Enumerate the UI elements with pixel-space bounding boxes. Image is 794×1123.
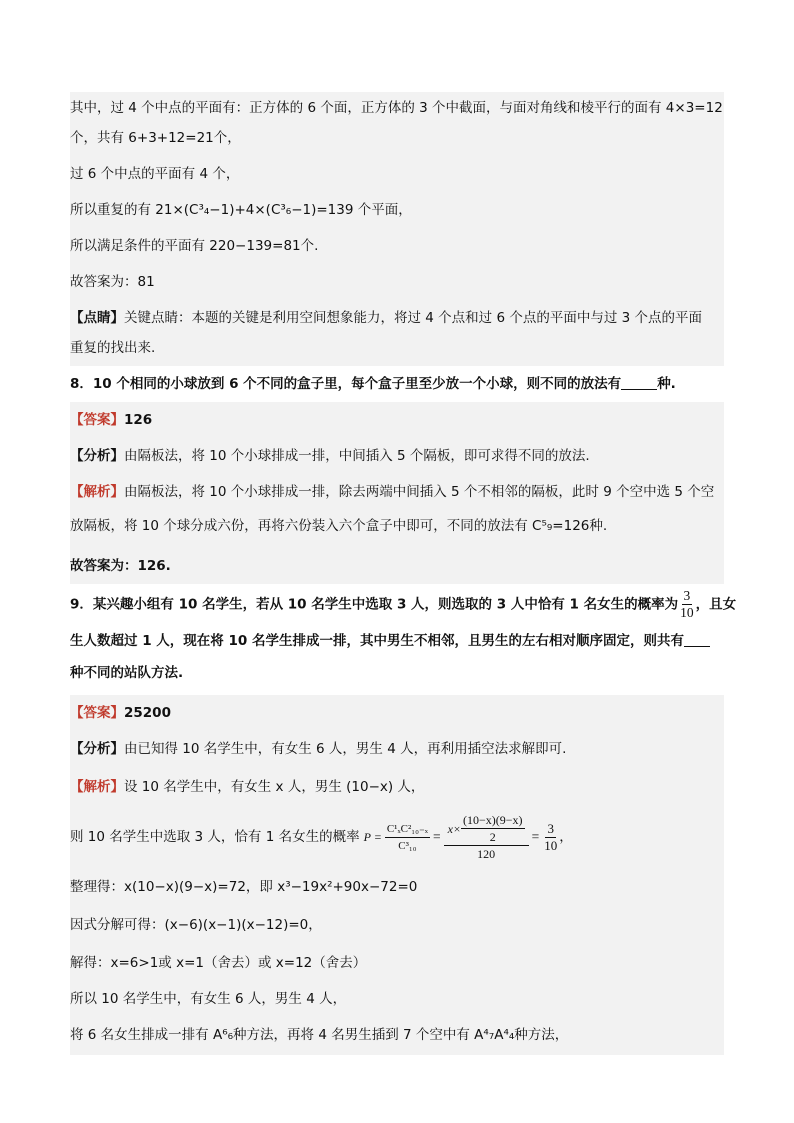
solution-continued-line-4: [70, 192, 724, 228]
dianjing-tag: 【点睛】: [70, 310, 124, 326]
q9-answer: [70, 695, 724, 731]
answer-value: 126: [124, 412, 153, 428]
solution-text: 因式分解可得：(x−6)(x−1)(x−12)=0，: [70, 917, 322, 933]
fraction-denominator: 10: [680, 605, 694, 620]
q8-solution-line-1: [70, 474, 724, 508]
probability-fraction-2: [444, 812, 529, 862]
solution-continued-line-1: [70, 92, 724, 124]
solution-text: 放隔板，将 10 个球分成六份，再将六份装入六个盒子中即可，不同的放法有 C⁵₉=126种.: [70, 518, 608, 534]
analysis-tag: 【分析】: [70, 741, 124, 757]
fraction-denominator: 120: [477, 847, 496, 861]
answer-blank: [621, 375, 657, 390]
fraction-denominator: C³₁₀: [398, 839, 417, 852]
q8-solution-line-2: [70, 508, 724, 548]
q9-solution-line-6: [70, 981, 724, 1017]
final-answer-text: 故答案为：126.: [70, 558, 171, 574]
dianjing-text: 关键点睛：本题的关键是利用空间想象能力，将过 4 个点和过 6 个点的平面中与过 3 个点的平面: [124, 310, 703, 326]
q9-solution-line-2: 则 10 名学生中选取 3 人，恰有 1 名女生的概率 P = $\frac{\text{C¹ₓC²₁₀₋ₓ}}{\text{C³₁₀}}$ = x× $\frac{(10-x)(9-x)}{2}$ 120 = $\frac{3}{10}$ ，: [70, 805, 724, 869]
answer-tag: 【答案】: [70, 412, 124, 428]
text-line: 所以满足条件的平面有 220−139=81个.: [70, 238, 319, 254]
q8-analysis: [70, 438, 724, 474]
dianjing-text: 重复的找出来.: [70, 340, 156, 356]
solution-text: 所以 10 名学生中，有女生 6 人，男生 4 人，: [70, 991, 347, 1007]
q9-solution-line-4: [70, 907, 724, 945]
solution-text: 设 10 名学生中，有女生 x 人，男生 (10−x) 人，: [124, 779, 425, 795]
analysis-tag: 【分析】: [70, 448, 124, 464]
question-9-line-3: [70, 657, 724, 695]
question-8: [70, 366, 724, 402]
numerator-x: x×: [447, 821, 462, 836]
q9-solution-line-3: [70, 869, 724, 907]
text-line: 过 6 个中点的平面有 4 个，: [70, 166, 240, 182]
inner-denominator: 2: [489, 830, 496, 844]
fraction-numerator: [444, 812, 529, 846]
q9-solution-line-1: [70, 769, 724, 805]
probability-symbol: P =: [363, 830, 382, 844]
answer-value: 25200: [124, 705, 171, 721]
q9-solution-line-7: [70, 1017, 724, 1055]
dianjing-line-1: [70, 300, 724, 332]
q8-final: [70, 548, 724, 584]
fraction-denominator: 10: [544, 837, 558, 853]
question-text: 种.: [657, 376, 676, 392]
inner-numerator: (10−x)(9−x): [463, 813, 523, 827]
solution-continued-line-5: [70, 228, 724, 264]
solution-continued-line-3: [70, 158, 724, 192]
solution-text: 将 6 名女生排成一排有 A⁶₆种方法，再将 4 名男生插到 7 个空中有 A⁴₇A⁴₄种方法，: [70, 1027, 569, 1043]
solution-tag: 【解析】: [70, 484, 124, 500]
solution-continued-line-6: [70, 264, 724, 300]
document-page: [70, 92, 737, 1055]
fraction-numerator: C¹ₓC²₁₀₋ₓ: [385, 821, 430, 838]
dianjing-line-2: [70, 332, 724, 366]
q9-solution-line-5: [70, 945, 724, 981]
question-9-line-1: [70, 584, 737, 625]
probability-fraction: [678, 588, 696, 621]
fraction-numerator: 3: [547, 820, 554, 836]
question-text: 生人数超过 1 人，现在将 10 名学生排成一排，其中男生不相邻，且男生的左右相对顺序固定，则共有: [70, 633, 684, 649]
text-line: 其中，过 4 个中点的平面有：正方体的 6 个面，正方体的 3 个中截面，与面对角线和棱平行的面有 4×3=12: [70, 100, 723, 116]
text-line: 所以重复的有 21×(C³₄−1)+4×(C³₆−1)=139 个平面，: [70, 202, 412, 218]
question-text: 种不同的站队方法.: [70, 665, 184, 681]
question-text: ，且女: [695, 596, 737, 613]
fraction-numerator: 3: [683, 588, 691, 603]
solution-tag: 【解析】: [70, 779, 124, 795]
inner-fraction: [461, 812, 525, 845]
question-9-line-2: [70, 625, 724, 657]
question-text: 8．10 个相同的小球放到 6 个不同的盒子里，每个盒子里至少放一个小球，则不同的放法有: [70, 376, 622, 392]
final-answer-text: 故答案为：81: [70, 274, 155, 290]
q9-analysis: [70, 731, 724, 769]
analysis-text: 由隔板法，将 10 个小球排成一排，中间插入 5 个隔板，即可求得不同的放法.: [124, 448, 590, 464]
probability-fraction-1: [385, 821, 430, 854]
solution-text: 解得：x=6>1或 x=1（舍去）或 x=12（舍去）: [70, 955, 367, 971]
probability-fraction-3: [542, 821, 559, 854]
q8-answer: [70, 402, 724, 438]
analysis-text: 由已知得 10 名学生中，有女生 6 人，男生 4 人，再利用插空法求解即可.: [124, 741, 567, 757]
solution-text: 则 10 名学生中选取 3 人，恰有 1 名女生的概率: [70, 829, 360, 845]
text-line: 个，共有 6+3+12=21个，: [70, 130, 241, 146]
solution-text: 整理得：x(10−x)(9−x)=72，即 x³−19x²+90x−72=0: [70, 879, 418, 895]
solution-continued-line-2: [70, 124, 724, 158]
answer-tag: 【答案】: [70, 705, 124, 721]
question-text: 9．某兴趣小组有 10 名学生，若从 10 名学生中选取 3 人，则选取的 3 人中恰有 1 名女生的概率为: [70, 596, 679, 613]
answer-blank: [684, 632, 710, 647]
solution-text: 由隔板法，将 10 个小球排成一排，除去两端中间插入 5 个不相邻的隔板，此时 9 个空中选 5 个空: [124, 484, 715, 500]
